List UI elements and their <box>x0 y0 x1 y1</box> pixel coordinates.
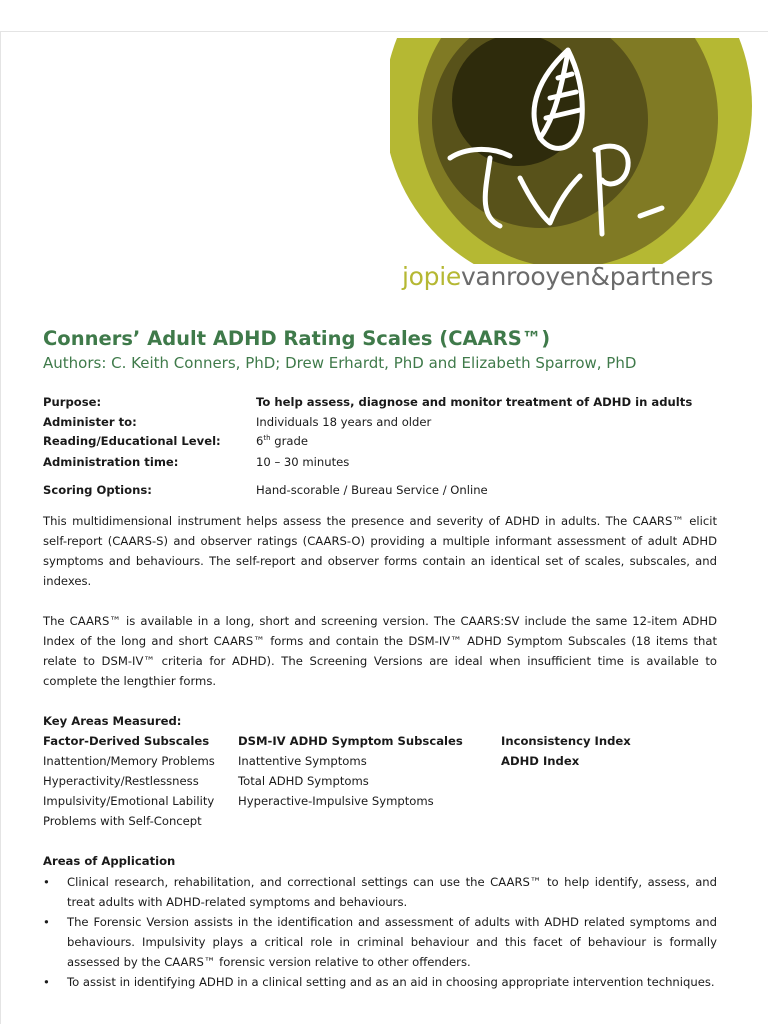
list-item: • The Forensic Version assists in the identification and assessment of adults with ADHD related symptoms and behaviours. Impulsivity plays a critical role in criminal behaviour and this facet of behaviour is formally assessed by the CAARS™ forensic version relative to other offenders. <box>43 912 717 972</box>
brand-part-2: vanrooyen&partners <box>460 262 714 291</box>
time-label: Administration time: <box>43 455 179 469</box>
company-logo-graphic <box>390 38 768 300</box>
list-item: Hyperactivity/Restlessness <box>43 774 199 788</box>
scoring-label: Scoring Options: <box>43 483 152 497</box>
list-item: Total ADHD Symptoms <box>238 774 369 788</box>
dsm-subscales-heading: DSM-IV ADHD Symptom Subscales <box>238 734 463 748</box>
application-list <box>43 872 717 992</box>
purpose-label: Purpose: <box>43 395 102 409</box>
list-item: Inattention/Memory Problems <box>43 754 215 768</box>
application-heading: Areas of Application <box>43 854 176 868</box>
scoring-value: Hand-scorable / Bureau Service / Online <box>256 483 488 497</box>
reading-value: 6th grade <box>256 434 308 448</box>
description-paragraph-2: The CAARS™ is available in a long, short and screening version. The CAARS:SV include the same 12-item ADHD Index of the long and short CAARS™ forms and contain the DSM-IV™ ADHD Symptom Subscales (18 items that relate to DSM-IV™ criteria for ADHD). The Screening Versions are ideal when insufficient time is available to complete the lengthier forms. <box>43 614 717 688</box>
factor-subscales-heading: Factor-Derived Subscales <box>43 734 210 748</box>
purpose-value: To help assess, diagnose and monitor treatment of ADHD in adults <box>256 395 693 409</box>
description-paragraph-1: This multidimensional instrument helps assess the presence and severity of ADHD in adults. The CAARS™ elicit self-report (CAARS-S) and observer ratings (CAARS-O) providing a multiple informant assessment of adult ADHD symptoms and behaviours. The self-report and observer forms contain an identical set of scales, subscales, and indexes. <box>43 514 717 588</box>
list-item: • To assist in identifying ADHD in a clinical setting and as an aid in choosing appropriate intervention techniques. <box>43 972 717 992</box>
administer-label: Administer to: <box>43 415 137 429</box>
list-item: Problems with Self-Concept <box>43 814 202 828</box>
document-title: Conners’ Adult ADHD Rating Scales (CAARS™) <box>43 327 551 350</box>
adhd-index-label: ADHD Index <box>501 754 580 768</box>
list-item: • Clinical research, rehabilitation, and correctional settings can use the CAARS™ to help identify, assess, and treat adults with ADHD-related symptoms and behaviours. <box>43 872 717 912</box>
bullet-icon: • <box>43 975 50 989</box>
page-top-border <box>0 31 768 32</box>
bullet-icon: • <box>43 875 50 889</box>
brand-part-1: jopie <box>402 262 461 291</box>
list-item: Inattentive Symptoms <box>238 754 367 768</box>
key-areas-heading: Key Areas Measured: <box>43 714 182 728</box>
inconsistency-index-heading: Inconsistency Index <box>501 734 631 748</box>
list-item: Impulsivity/Emotional Lability <box>43 794 215 808</box>
administer-value: Individuals 18 years and older <box>256 415 432 429</box>
page-left-border <box>0 31 1 1024</box>
list-item: Hyperactive-Impulsive Symptoms <box>238 794 434 808</box>
reading-label: Reading/Educational Level: <box>43 434 221 448</box>
company-logo-wordmark <box>402 262 713 291</box>
authors-line: Authors: C. Keith Conners, PhD; Drew Erhardt, PhD and Elizabeth Sparrow, PhD <box>43 354 637 372</box>
time-value: 10 – 30 minutes <box>256 455 350 469</box>
bullet-icon: • <box>43 915 50 929</box>
